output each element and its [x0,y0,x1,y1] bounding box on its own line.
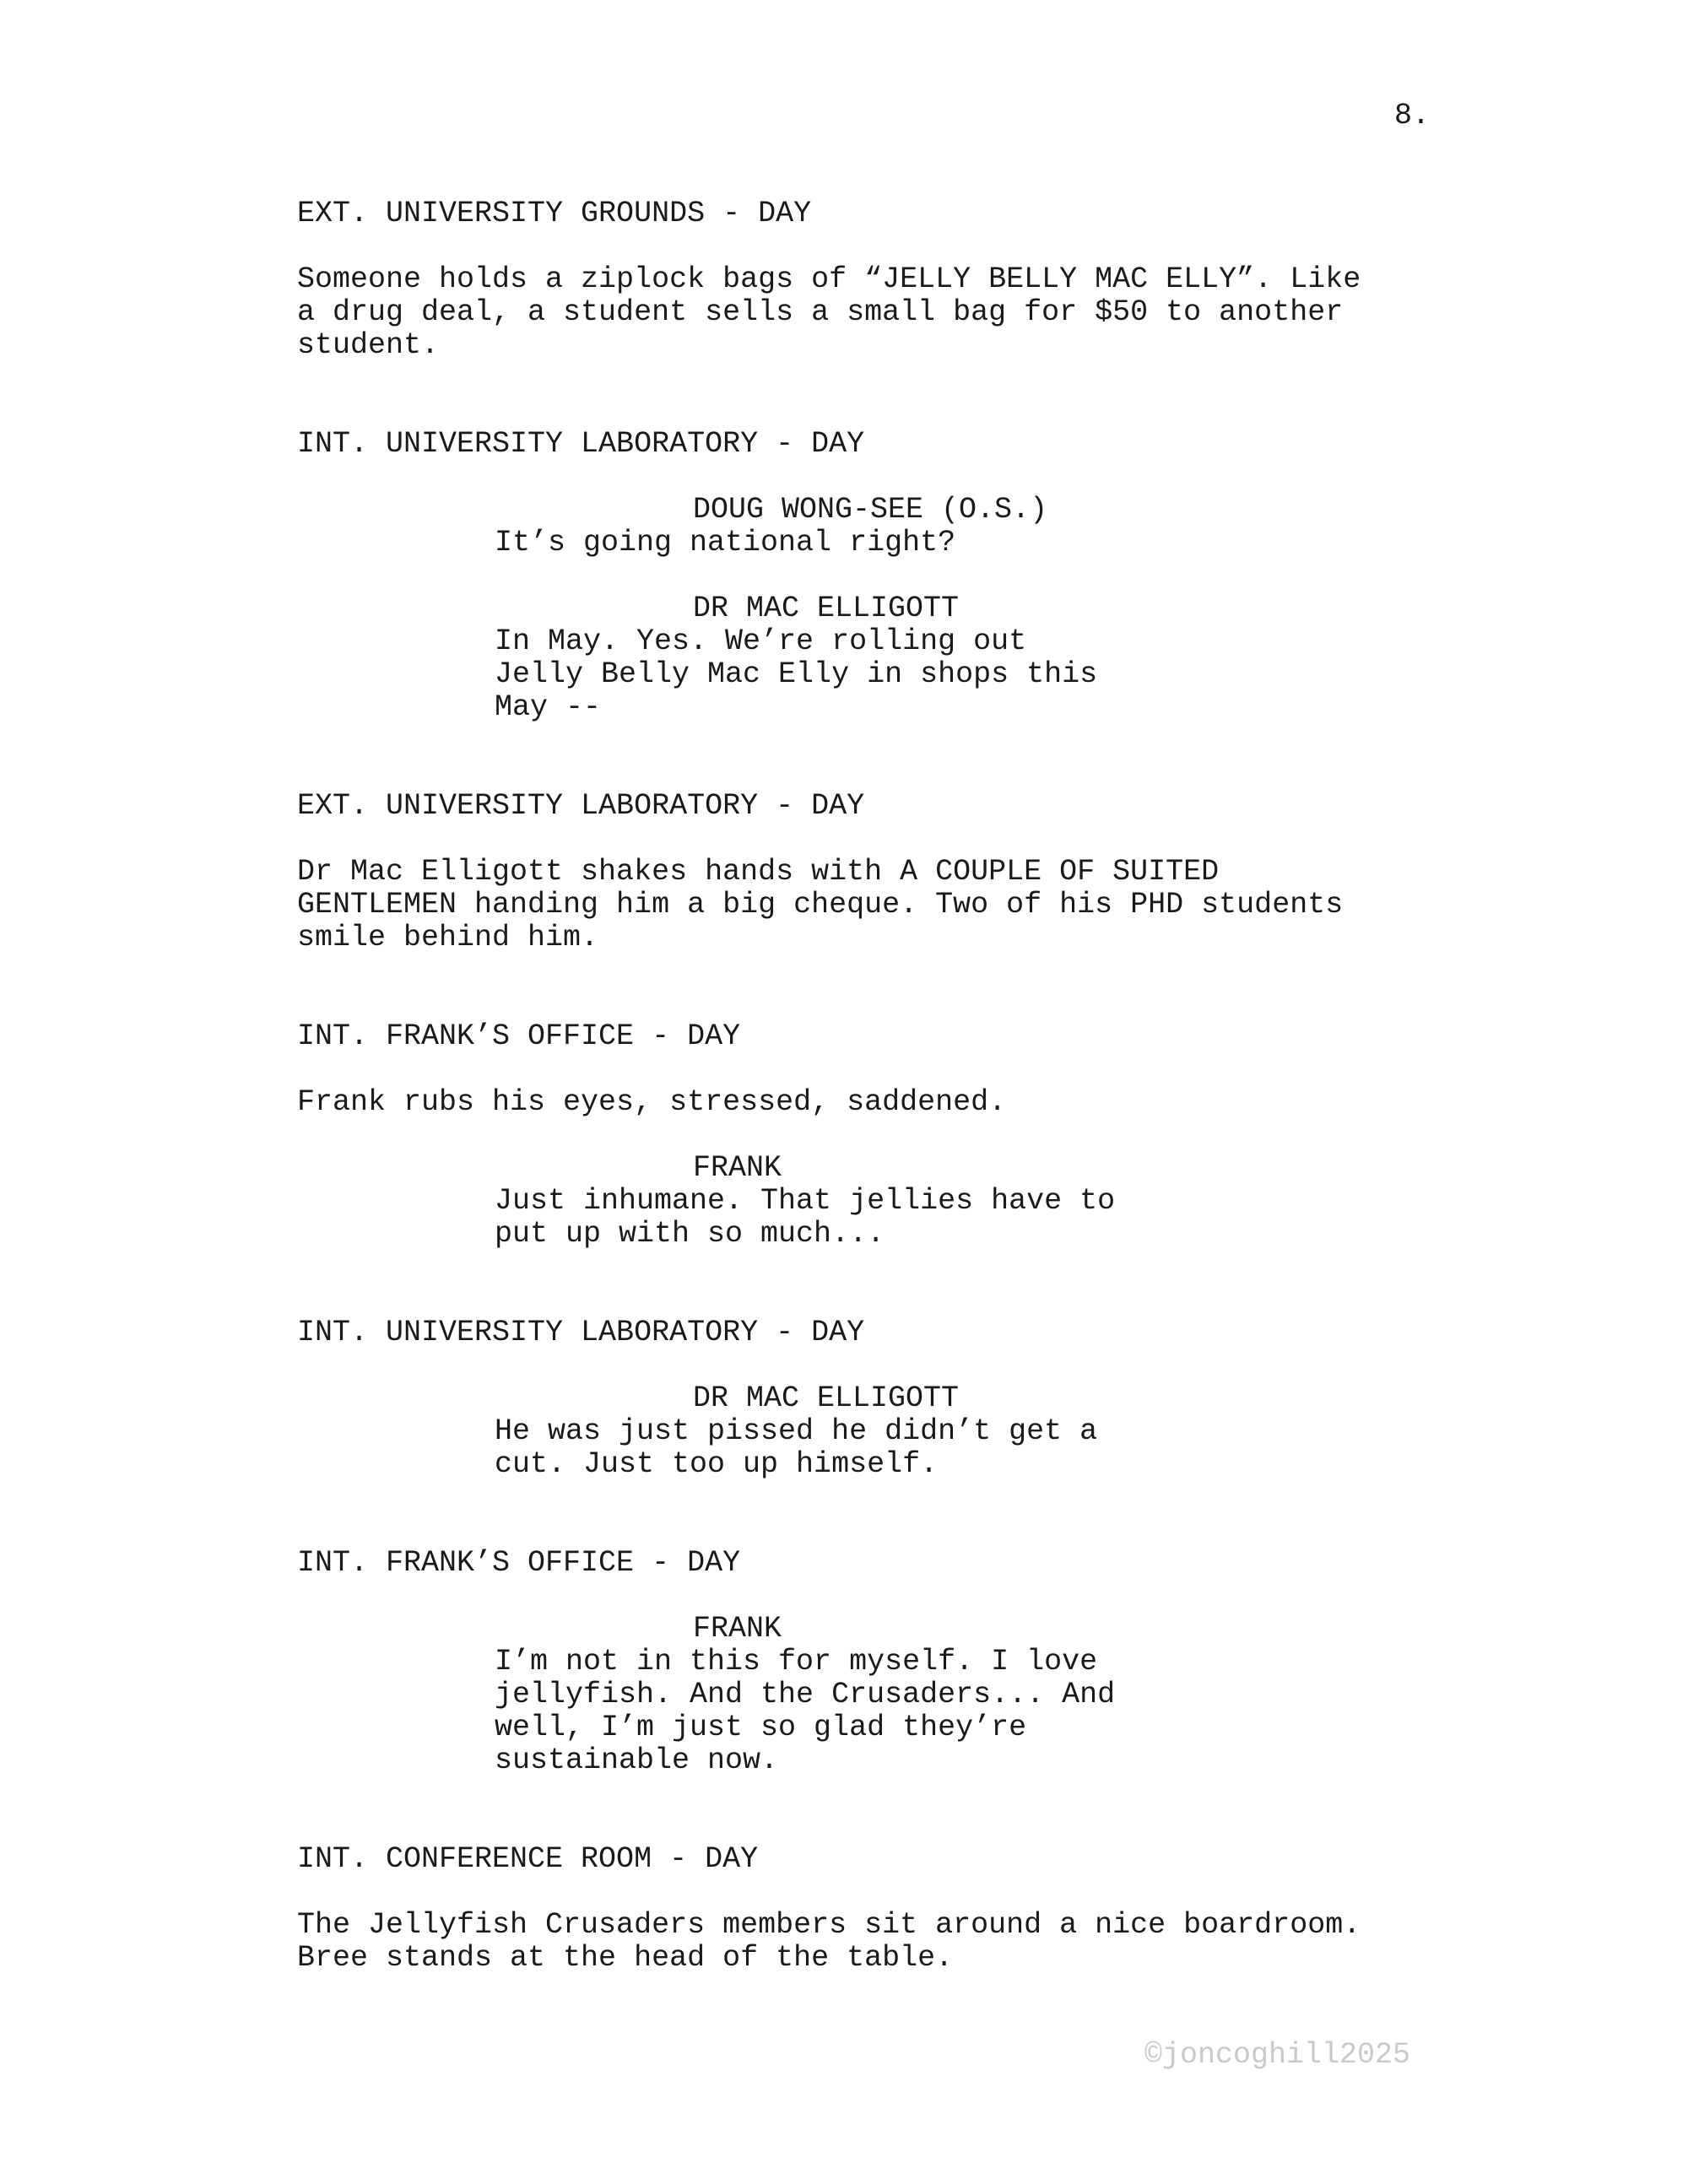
dialogue-line: May -- [495,690,602,724]
dialogue-line: It’s going national right? [495,526,956,560]
dialogue-line: Jelly Belly Mac Elly in shops this [495,657,1098,691]
dialogue-line: I’m not in this for myself. I love [495,1645,1098,1679]
action-line: GENTLEMEN handing him a big cheque. Two of his PHD students [297,888,1344,922]
action-line: a drug deal, a student sells a small bag for $50 to another [297,295,1344,329]
character-name: DR MAC ELLIGOTT [693,592,960,625]
character-name: DR MAC ELLIGOTT [693,1381,960,1415]
scene-heading: EXT. UNIVERSITY GROUNDS - DAY [297,197,812,230]
dialogue-line: put up with so much... [495,1217,885,1251]
action-line: Dr Mac Elligott shakes hands with A COUPLE OF SUITED [297,855,1220,889]
action-line: smile behind him. [297,921,599,954]
action-line: student. [297,328,440,362]
character-name: FRANK [693,1612,782,1646]
scene-heading: INT. UNIVERSITY LABORATORY - DAY [297,427,865,461]
scene-heading: EXT. UNIVERSITY LABORATORY - DAY [297,789,865,823]
dialogue-line: sustainable now. [495,1743,779,1777]
character-name: FRANK [693,1151,782,1185]
action-line: Someone holds a ziplock bags of “JELLY BELLY MAC ELLY”. Like [297,262,1361,296]
scene-heading: INT. CONFERENCE ROOM - DAY [297,1842,759,1876]
dialogue-line: He was just pissed he didn’t get a [495,1414,1098,1448]
dialogue-line: cut. Just too up himself. [495,1447,939,1481]
watermark: ©joncoghill2025 [1144,2038,1411,2072]
scene-heading: INT. UNIVERSITY LABORATORY - DAY [297,1316,865,1349]
action-line: The Jellyfish Crusaders members sit around a nice boardroom. [297,1908,1361,1942]
scene-heading: INT. FRANK’S OFFICE - DAY [297,1019,741,1053]
page-number: 8. [1394,99,1431,132]
action-line: Frank rubs his eyes, stressed, saddened. [297,1085,1007,1119]
dialogue-line: jellyfish. And the Crusaders... And [495,1678,1116,1711]
dialogue-line: In May. Yes. We’re rolling out [495,624,1027,658]
character-name: DOUG WONG-SEE (O.S.) [693,493,1048,527]
dialogue-line: Just inhumane. That jellies have to [495,1184,1116,1218]
dialogue-line: well, I’m just so glad they’re [495,1711,1027,1744]
scene-heading: INT. FRANK’S OFFICE - DAY [297,1546,741,1580]
action-line: Bree stands at the head of the table. [297,1941,954,1975]
